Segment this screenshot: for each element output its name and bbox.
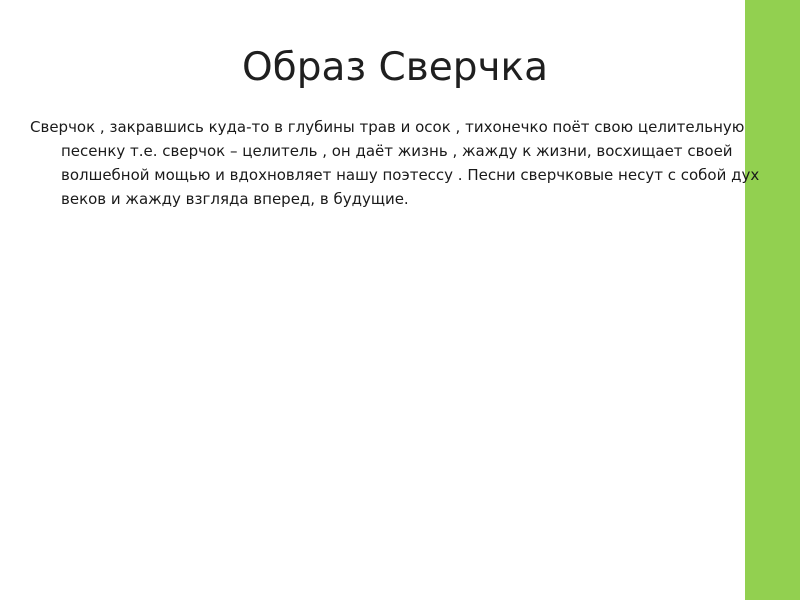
slide-body-text: Сверчок , закравшись куда-то в глубины трав и осок , тихонечко поёт свою целительную песенку т.е. сверчок – целитель , он даёт жизнь , жажду к жизни, восхищает своей волшебной мощью и вдохновляет нашу поэтессу . Песни сверчковые несут с собой дух веков и жажду взгляда вперед, в будущие. bbox=[30, 118, 760, 208]
slide-title: Образ Сверчка bbox=[241, 45, 548, 90]
